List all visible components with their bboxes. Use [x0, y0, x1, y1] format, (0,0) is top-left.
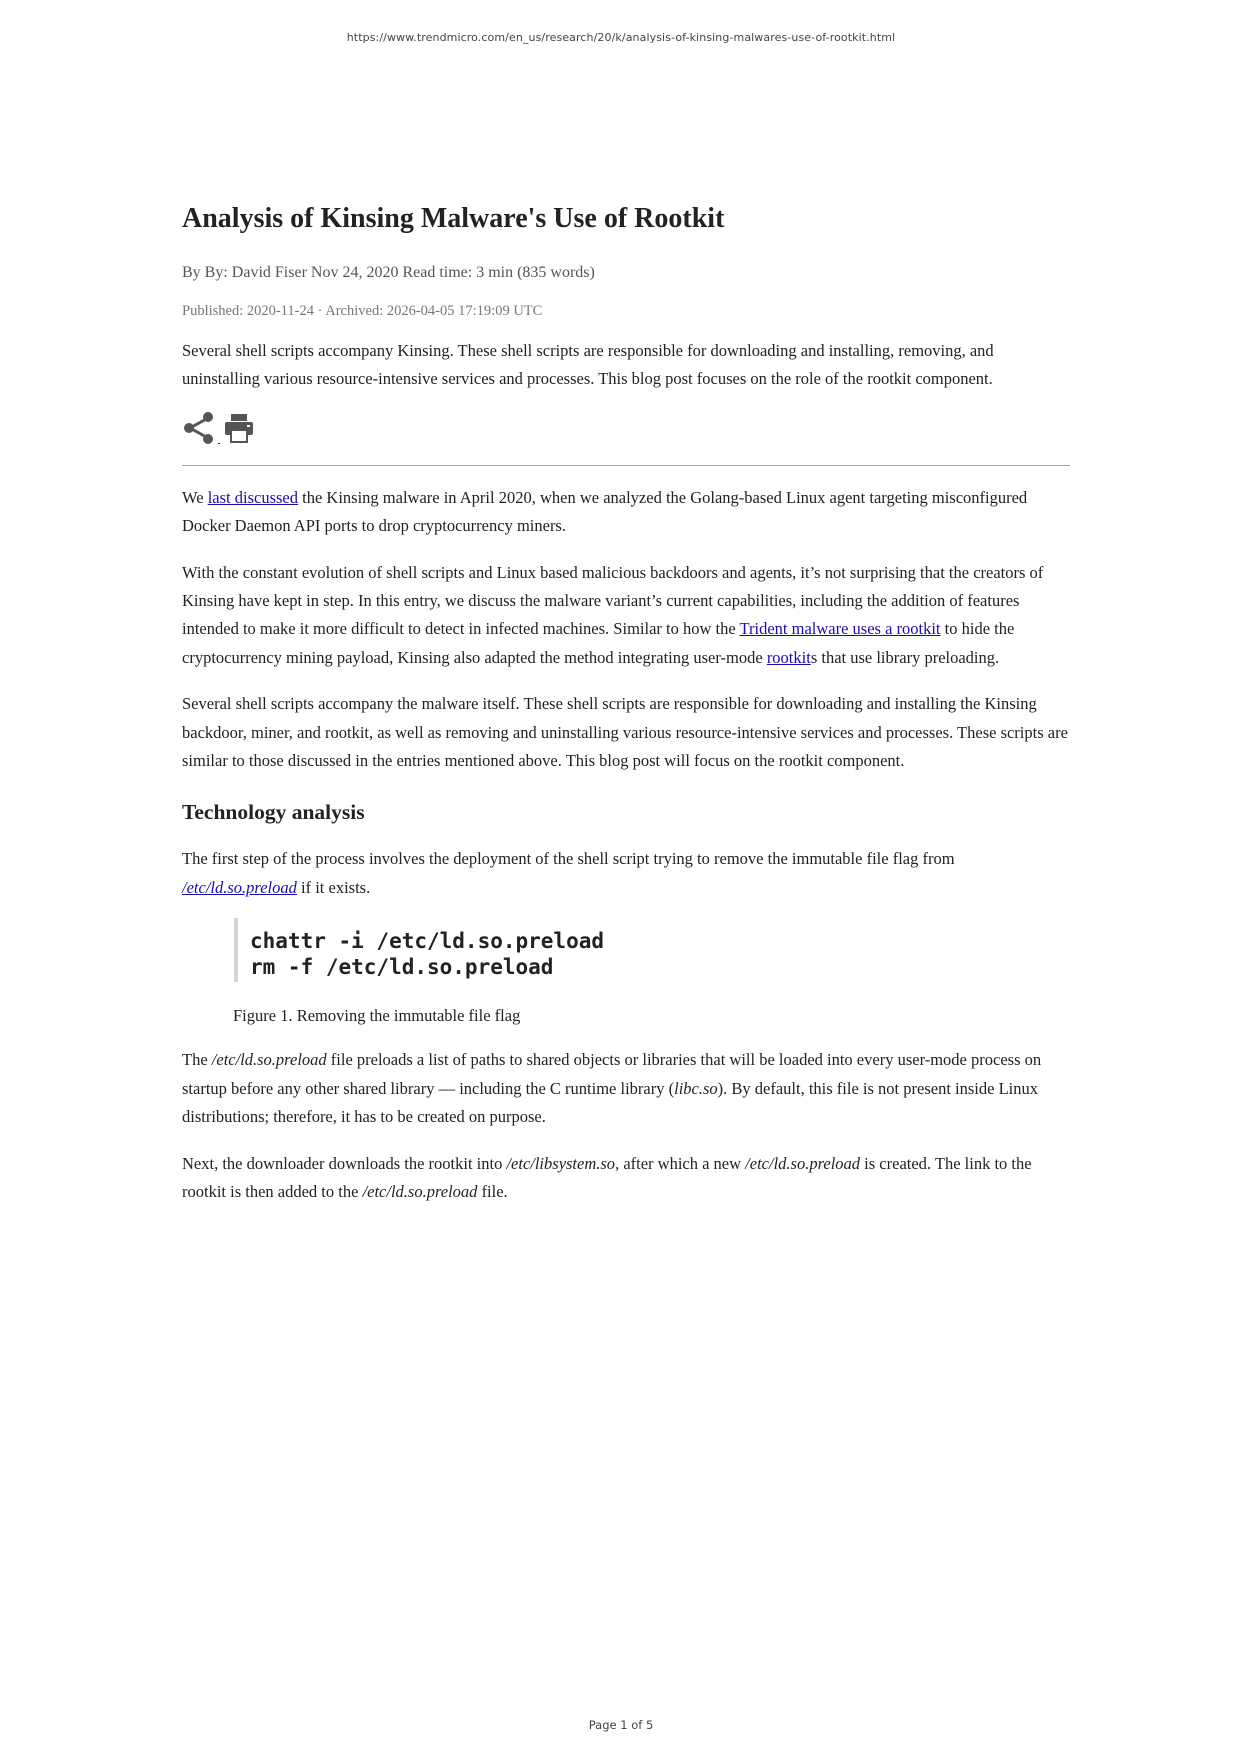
print-icon[interactable] — [222, 410, 256, 446]
paragraph-preload-file: The /etc/ld.so.preload file preloads a list of paths to shared objects or libraries that will be loaded into every user-mode process on startup before any other shared library — including the C runtime library (libc.so). By default, this file is not present inside Linux distributions; therefore, it has to be created on purpose. — [182, 1050, 1042, 1127]
share-icon[interactable] — [182, 410, 216, 446]
page-number: Page 1 of 5 — [588, 1718, 654, 1732]
paragraph-evolution: With the constant evolution of shell scripts and Linux based malicious backdoors and agents, it’s not surprising that the creators of Kinsing have kept in step. In this entry, we discuss the malware variant’s current capabilities, including the addition of features intended to make it more difficult to detect in infected machines. Similar to how the Trident malware uses a rootkit to hide the cryptocurrency mining payload, Kinsing also adapted the method integrating user-mode rootkits that use library preloading. — [182, 562, 1044, 667]
divider — [182, 465, 1070, 466]
figure-caption: Figure 1. Removing the immutable file flag — [233, 1006, 521, 1026]
paragraph-first-step: The first step of the process involves the deployment of the shell script trying to remove the immutable file flag from /etc/ld.so.preload if it exists. — [182, 849, 955, 897]
code-line: chattr -i /etc/ld.so.preload — [250, 929, 605, 954]
published-date: Published: 2020-11-24 · Archived: 2026-04-05 17:19:09 UTC — [182, 303, 543, 319]
code-block — [234, 918, 1070, 982]
code-line: rm -f /etc/ld.so.preload — [250, 955, 554, 980]
paragraph-intro: We last discussed the Kinsing malware in April 2020, when we analyzed the Golang-based Linux agent targeting misconfigured Docker Daemon API ports to drop cryptocurrency miners. — [182, 487, 1028, 536]
icon-link-underline[interactable] — [218, 442, 220, 444]
article-tools — [182, 408, 1070, 448]
link-ld-so-preload[interactable]: /etc/ld.so.preload — [182, 877, 297, 897]
byline: By By: David Fiser Nov 24, 2020 Read time: 3 min (835 words) — [182, 264, 595, 281]
section-heading: Technology analysis — [182, 800, 365, 825]
paragraph-downloader: Next, the downloader downloads the rootkit into /etc/libsystem.so, after which a new /etc/ld.so.preload is created. The link to the rootkit is then added to the /etc/ld.so.preload file. — [182, 1153, 1032, 1201]
link-last-discussed[interactable]: last discussed — [207, 487, 298, 507]
page-url: https://www.trendmicro.com/en_us/research/20/k/analysis-of-kinsing-malwares-use-of-rootkit.html — [346, 31, 896, 44]
link-trident-malware[interactable]: Trident malware uses a rootkit — [739, 619, 941, 639]
paragraph-shell-scripts: Several shell scripts accompany the malware itself. These shell scripts are responsible for downloading and installing the Kinsing backdoor, miner, and rootkit, as well as removing and uninstalling various resource-intensive services and processes. These scripts are similar to those discussed in the entries mentioned above. This blog post will focus on the rootkit component. — [182, 694, 1068, 771]
link-rootkit[interactable]: rootkit — [766, 647, 811, 667]
article — [182, 198, 1070, 1206]
page-title: Analysis of Kinsing Malware's Use of Rootkit — [182, 203, 725, 234]
lead-paragraph: Several shell scripts accompany Kinsing. These shell scripts are responsible for downloading and installing, removing, and uninstalling various resource-intensive services and processes. This blog post focuses on the role of the rootkit component. — [182, 341, 994, 389]
